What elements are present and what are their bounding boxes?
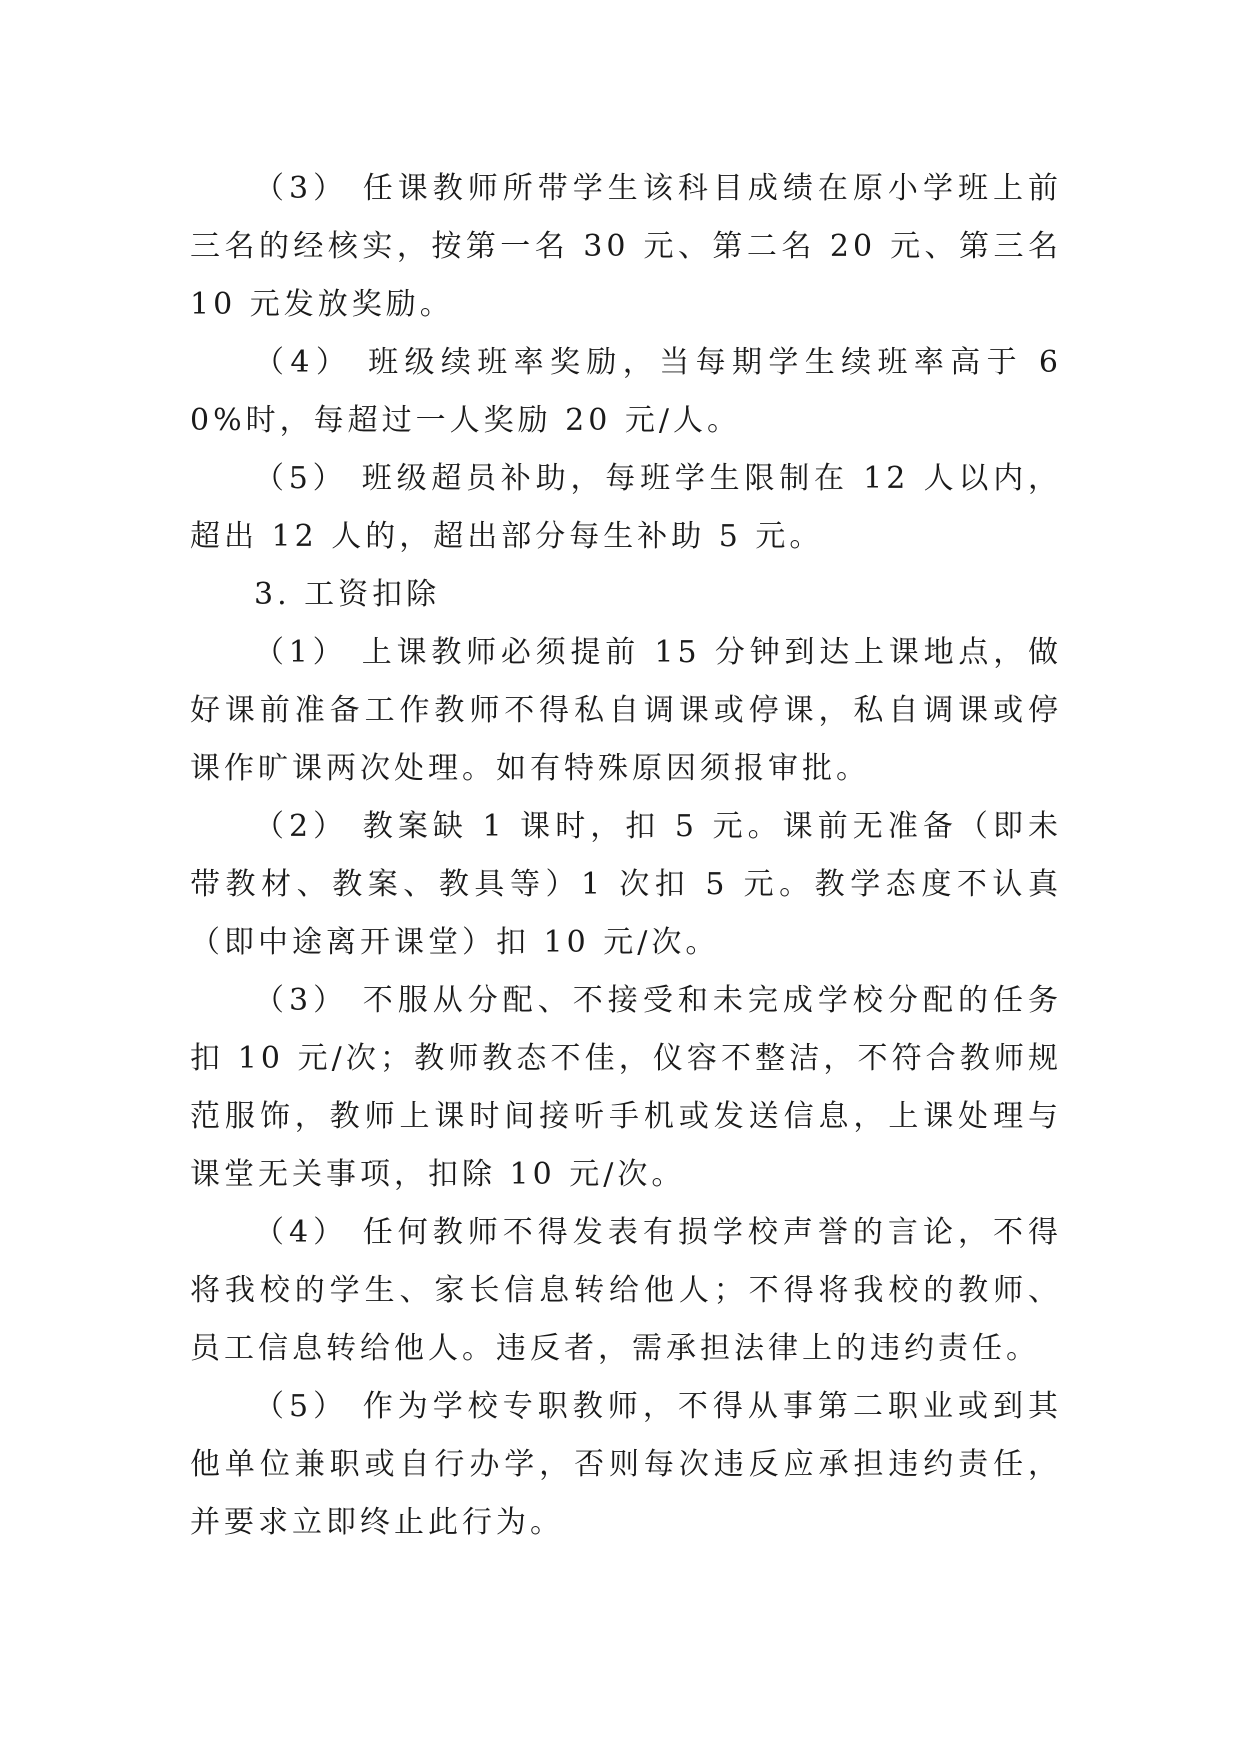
paragraph-reward-top-three: （3） 任课教师所带学生该科目成绩在原小学班上前三名的经核实，按第一名 30 元、第二名 20 元、第三名 10 元发放奖励。 xyxy=(190,171,1062,322)
paragraph-reward-oversize-class: （5） 班级超员补助，每班学生限制在 12 人以内，超出 12 人的，超出部分每生补助 5 元。 xyxy=(190,461,1062,554)
section-heading-salary-deduction: 3. 工资扣除 xyxy=(254,577,441,612)
paragraph-deduction-punctuality: （1） 上课教师必须提前 15 分钟到达上课地点，做好课前准备工作教师不得私自调课或停课，私自调课或停课作旷课两次处理。如有特殊原因须报审批。 xyxy=(190,635,1062,786)
paragraph-deduction-conduct: （3） 不服从分配、不接受和未完成学校分配的任务扣 10 元/次；教师教态不佳，仪容不整洁，不符合教师规范服饰，教师上课时间接听手机或发送信息，上课处理与课堂无关事项，扣除 10 元/次。 xyxy=(190,983,1062,1192)
paragraph-deduction-second-job: （5） 作为学校专职教师，不得从事第二职业或到其他单位兼职或自行办学，否则每次违反应承担违约责任，并要求立即终止此行为。 xyxy=(190,1389,1062,1540)
paragraph-deduction-lesson-plan: （2） 教案缺 1 课时，扣 5 元。课前无准备（即未带教材、教案、教具等）1 次扣 5 元。教学态度不认真（即中途离开课堂）扣 10 元/次。 xyxy=(190,809,1062,960)
document-body xyxy=(190,160,1062,1552)
paragraph-reward-renewal-rate: （4） 班级续班率奖励，当每期学生续班率高于 60%时，每超过一人奖励 20 元/人。 xyxy=(190,345,1062,438)
paragraph-deduction-confidentiality: （4） 任何教师不得发表有损学校声誉的言论，不得将我校的学生、家长信息转给他人；不得将我校的教师、员工信息转给他人。违反者，需承担法律上的违约责任。 xyxy=(190,1215,1062,1366)
